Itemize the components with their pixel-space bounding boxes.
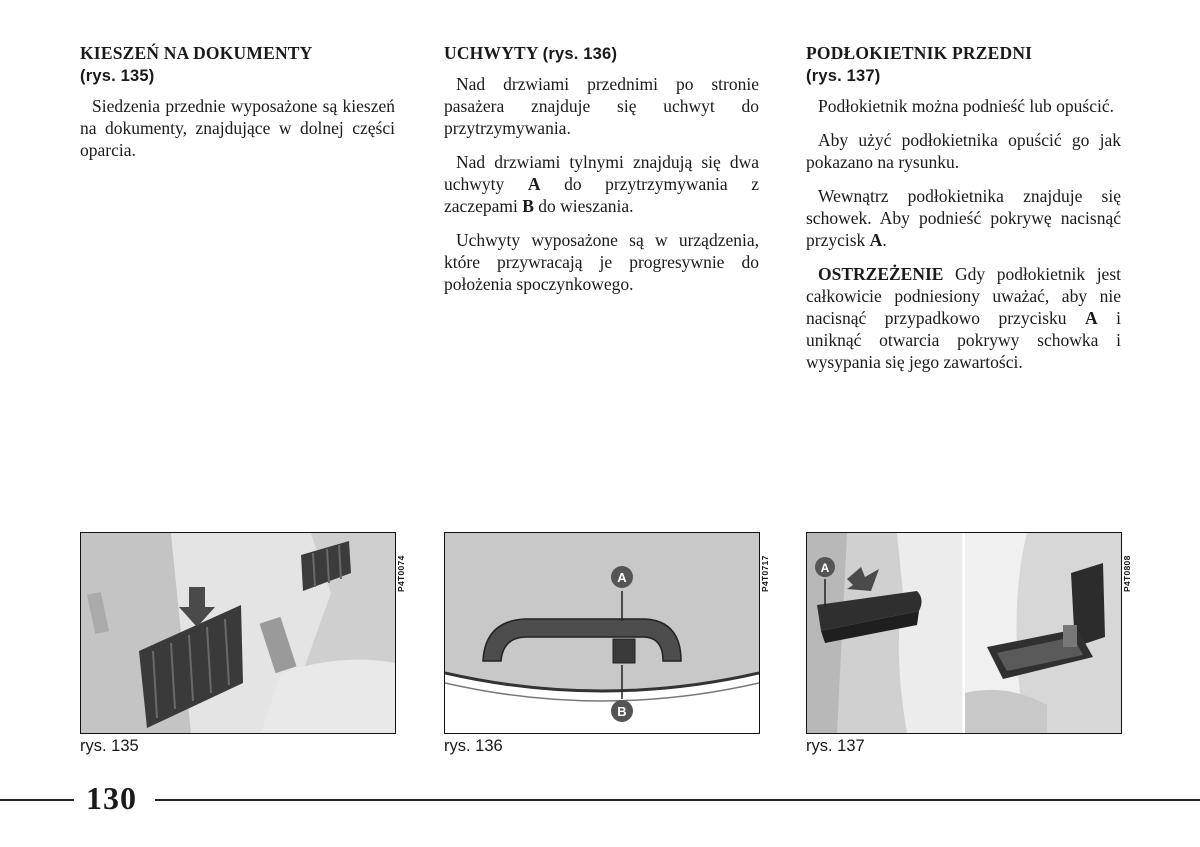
text-run: Gdy podłokietnik jest całkowicie podniesiony uważać, aby nie nacisnąć przypadkowo przycisku bbox=[806, 264, 1121, 328]
section-heading bbox=[806, 42, 1121, 87]
figure-code: P4T0717 bbox=[760, 555, 770, 592]
figure-caption: rys. 137 bbox=[806, 737, 865, 755]
text-run: do wieszania. bbox=[533, 196, 634, 216]
text-run: i uniknąć otwarcia pokrywy schowka i wysypania się jego zawartości. bbox=[806, 308, 1121, 372]
heading-figure-ref: (rys. 136) bbox=[542, 45, 618, 63]
heading-text: UCHWYTY bbox=[444, 43, 539, 63]
section-heading bbox=[80, 42, 395, 87]
section-front-armrest bbox=[806, 42, 1121, 385]
label-a-ref: A bbox=[527, 174, 541, 194]
section-document-pocket bbox=[80, 42, 395, 173]
figure-caption: rys. 136 bbox=[444, 737, 503, 755]
paragraph: Podłokietnik można podnieść lub opuścić. bbox=[818, 96, 1114, 116]
figure-code: P4T0074 bbox=[396, 555, 406, 592]
label-b-ref: B bbox=[522, 196, 534, 216]
paragraph: Nad drzwiami przednimi po stronie pasażera znajduje się uchwyt do przytrzymywania. bbox=[444, 74, 759, 138]
label-a-ref: A bbox=[1085, 308, 1098, 328]
section-grab-handles bbox=[444, 42, 759, 307]
heading-text: KIESZEŃ NA DOKUMENTY bbox=[80, 43, 313, 63]
paragraph bbox=[806, 185, 1121, 251]
heading-figure-ref: (rys. 137) bbox=[806, 67, 881, 85]
page-number: 130 bbox=[86, 780, 137, 816]
paragraph: Siedzenia przednie wyposażone są kieszeń na dokumenty, znajdujące w dolnej części oparcia. bbox=[80, 96, 395, 160]
paragraph bbox=[444, 151, 759, 217]
seat-pocket-photo bbox=[81, 533, 395, 733]
warning-paragraph bbox=[806, 263, 1121, 373]
text-run: do przytrzymywania z zaczepami bbox=[444, 174, 759, 216]
armrest-photos bbox=[807, 533, 1121, 733]
grab-handle-illustration bbox=[445, 533, 759, 733]
label-b: B bbox=[617, 704, 627, 719]
paragraph: Uchwyty wyposażone są w urządzenia, które przywracają je progresywnie do położenia spoczynkowego. bbox=[444, 230, 759, 294]
footer-rule-left bbox=[0, 799, 74, 801]
figure-caption: rys. 135 bbox=[80, 737, 139, 755]
label-a: A bbox=[617, 570, 627, 585]
paragraph: Aby użyć podłokietnika opuścić go jak pokazano na rysunku. bbox=[806, 130, 1121, 172]
footer-rule-right bbox=[155, 799, 1200, 801]
label-a: A bbox=[820, 561, 830, 575]
text-run: Nad drzwiami tylnymi znajdują się dwa uchwyty bbox=[444, 152, 759, 194]
heading-figure-ref: (rys. 135) bbox=[80, 67, 155, 85]
figure-grab-handle bbox=[444, 532, 760, 734]
text-run: Wewnątrz podłokietnika znajduje się schowek. Aby podnieść pokrywę nacisnąć przycisk bbox=[806, 186, 1121, 250]
figure-seat-pocket bbox=[80, 532, 396, 734]
heading-text: PODŁOKIETNIK PRZEDNI bbox=[806, 43, 1033, 63]
section-heading bbox=[444, 42, 759, 65]
warning-label: OSTRZEŻENIE bbox=[818, 264, 944, 284]
label-a-ref: A bbox=[869, 230, 883, 250]
figure-code: P4T0808 bbox=[1122, 555, 1132, 592]
figure-armrest bbox=[806, 532, 1122, 734]
text-run: . bbox=[882, 230, 887, 250]
